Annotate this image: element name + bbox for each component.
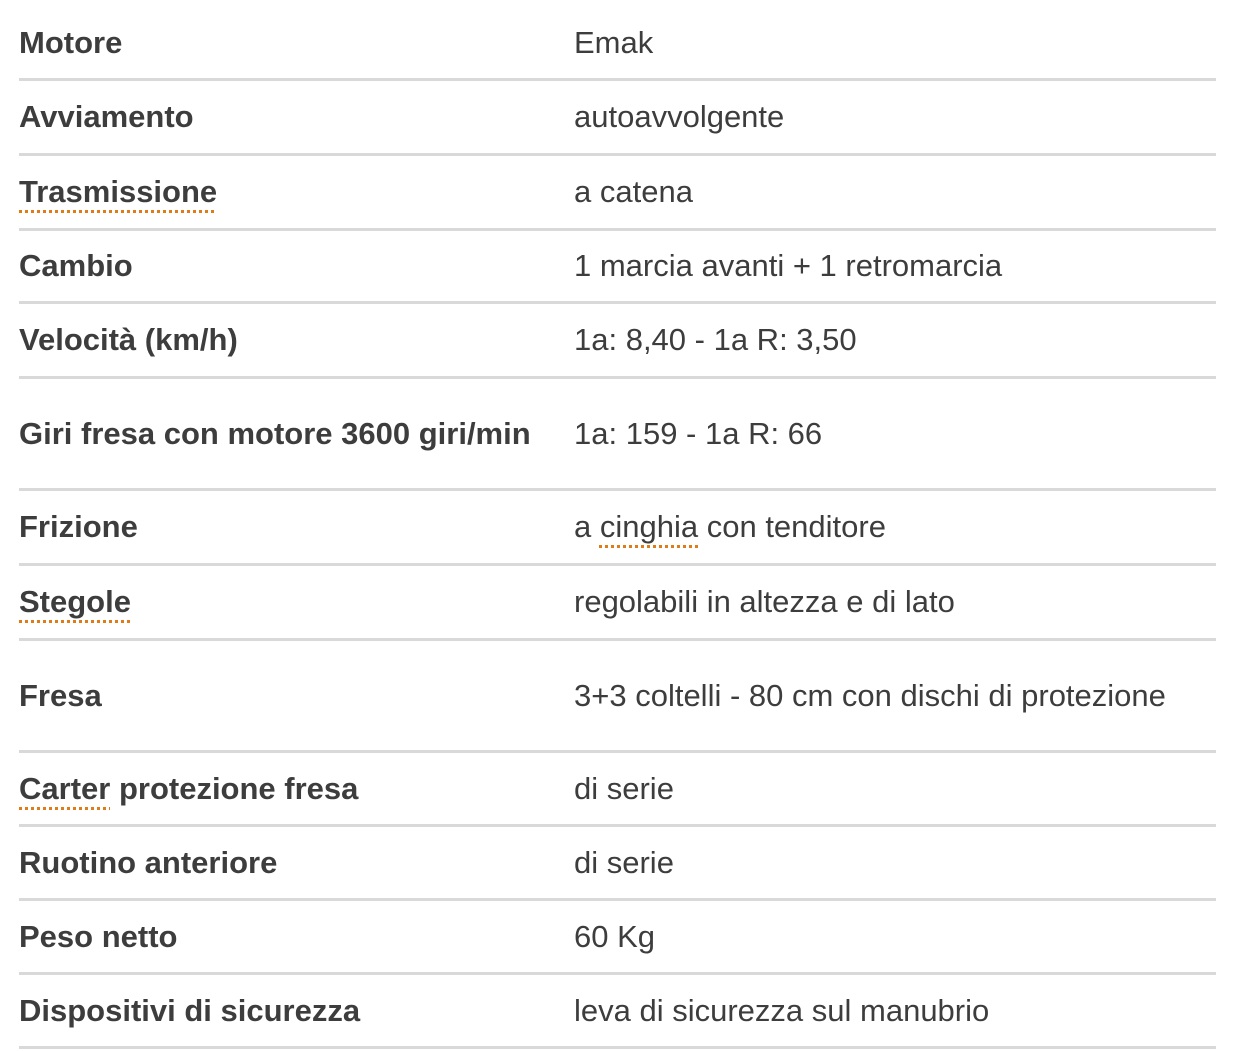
spec-label: Fresa bbox=[19, 677, 102, 713]
spec-row-avviamento bbox=[19, 81, 1216, 156]
spec-value: leva di sicurezza sul manubrio bbox=[574, 992, 990, 1028]
spec-value: di serie bbox=[574, 770, 674, 806]
spec-value: regolabili in altezza e di lato bbox=[574, 584, 955, 619]
glossary-link-cinghia[interactable]: cinghia bbox=[599, 509, 699, 544]
spec-row-frizione bbox=[19, 491, 1216, 566]
spec-row-motore bbox=[19, 8, 1216, 81]
spec-row-ruotino bbox=[19, 827, 1216, 901]
spec-value: autoavvolgente bbox=[574, 99, 785, 134]
spec-value: Emak bbox=[574, 25, 654, 60]
spec-value: 1a: 8,40 - 1a R: 3,50 bbox=[574, 322, 857, 357]
spec-row-trasmissione bbox=[19, 156, 1216, 231]
spec-row-giri-fresa bbox=[19, 379, 1216, 491]
spec-label: Peso netto bbox=[19, 918, 178, 954]
glossary-link-carter[interactable]: Carter bbox=[19, 770, 111, 806]
spec-value: a cinghia con tenditore bbox=[574, 509, 886, 544]
spec-value: 60 Kg bbox=[574, 918, 656, 954]
spec-value: 3+3 coltelli - 80 cm con dischi di protezione bbox=[574, 677, 1166, 713]
spec-row-velocita bbox=[19, 304, 1216, 379]
spec-table bbox=[19, 8, 1216, 1049]
spec-label: Avviamento bbox=[19, 99, 194, 134]
spec-row-carter: Carter protezione fresa di serie bbox=[19, 753, 1216, 827]
glossary-link-trasmissione[interactable]: Trasmissione bbox=[19, 174, 218, 209]
spec-row-peso bbox=[19, 901, 1216, 975]
spec-row-sicurezza bbox=[19, 975, 1216, 1049]
spec-label: Motore bbox=[19, 25, 123, 60]
spec-label: Ruotino anteriore bbox=[19, 844, 278, 880]
spec-value: di serie bbox=[574, 844, 674, 880]
spec-row-cambio bbox=[19, 231, 1216, 304]
spec-value: 1 marcia avanti + 1 retromarcia bbox=[574, 248, 1003, 283]
spec-value: 1a: 159 - 1a R: 66 bbox=[574, 415, 823, 451]
spec-row-stegole bbox=[19, 566, 1216, 641]
spec-value: a catena bbox=[574, 174, 693, 209]
spec-row-fresa bbox=[19, 641, 1216, 753]
spec-label: Velocità (km/h) bbox=[19, 322, 238, 357]
spec-label: Dispositivi di sicurezza bbox=[19, 992, 361, 1028]
spec-label: Giri fresa con motore 3600 giri/min bbox=[19, 415, 531, 451]
spec-label: Frizione bbox=[19, 509, 138, 544]
glossary-link-stegole[interactable]: Stegole bbox=[19, 584, 131, 619]
spec-label: Cambio bbox=[19, 248, 133, 283]
